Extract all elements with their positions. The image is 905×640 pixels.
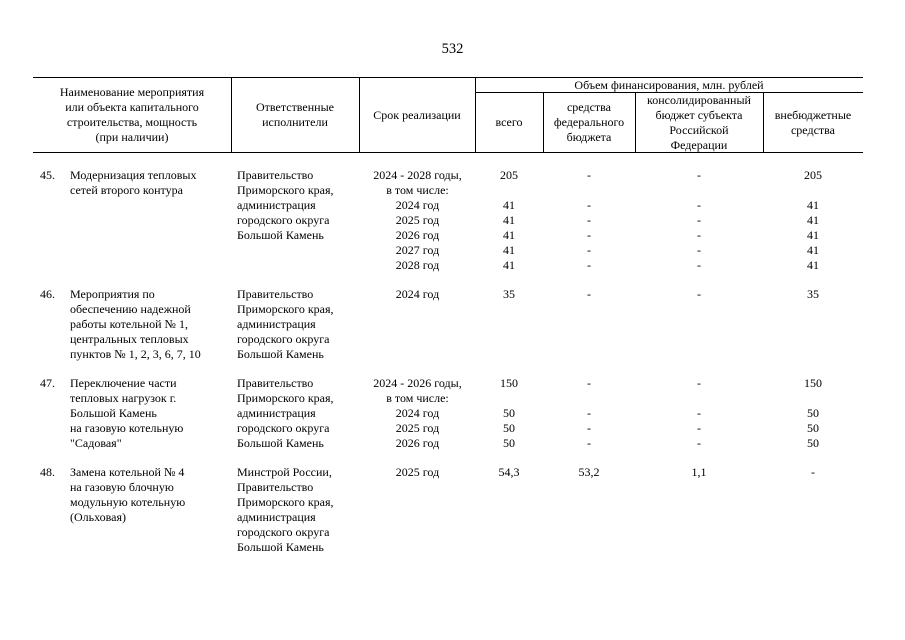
total-value: [475, 391, 543, 406]
row-number: 46.: [40, 287, 55, 301]
period-line: 2026 год: [395, 436, 440, 450]
total-value: 50: [503, 421, 515, 435]
row-extrabudget-values: [763, 376, 863, 451]
period-line: 2025 год: [395, 213, 440, 227]
extrabudget-value: -: [811, 465, 815, 479]
consolidated-value: [635, 391, 763, 406]
consolidated-value: -: [697, 243, 701, 257]
consolidated-value: -: [697, 258, 701, 272]
header-consolidated-column: консолидированный бюджет субъекта Российской Федерации: [647, 92, 751, 152]
header-federal-column: средства федерального бюджета: [553, 100, 625, 144]
row-number: 48.: [40, 465, 55, 479]
period-line: 2024 - 2026 годы,: [373, 376, 462, 390]
total-value: 35: [503, 287, 515, 301]
header-period-column: Срок реализации: [373, 107, 461, 122]
consolidated-value: -: [697, 376, 701, 390]
period-line: 2024 - 2028 годы,: [373, 168, 462, 182]
row-measure-name: Замена котельной № 4 на газовую блочную модульную котельную (Ольховая): [70, 465, 186, 524]
period-line: 2024 год: [395, 406, 440, 420]
federal-value: -: [587, 258, 591, 272]
period-line: в том числе:: [386, 183, 449, 197]
row-consolidated-values: [635, 168, 763, 273]
period-line: 2028 год: [395, 258, 440, 272]
page-number: 532: [441, 41, 464, 57]
row-federal-values: [543, 168, 635, 273]
federal-value: [543, 391, 635, 406]
federal-value: -: [587, 287, 591, 301]
period-line: 2025 год: [395, 465, 440, 479]
row-number: 45.: [40, 168, 55, 182]
federal-value: -: [587, 168, 591, 182]
row-extrabudget-values: [763, 168, 863, 273]
row-period: [360, 287, 475, 302]
extrabudget-value: 41: [807, 213, 819, 227]
federal-value: [543, 183, 635, 198]
consolidated-value: -: [697, 406, 701, 420]
total-value: 41: [503, 213, 515, 227]
extrabudget-value: 50: [807, 406, 819, 420]
row-period: [360, 168, 475, 273]
row-measure-name: Мероприятия по обеспечению надежной работы котельной № 1, центральных тепловых пунктов № 1, 2, 3, 6, 7, 10: [70, 287, 201, 361]
total-value: 41: [503, 243, 515, 257]
extrabudget-value: 150: [804, 376, 822, 390]
total-value: 205: [500, 168, 518, 182]
total-value: 54,3: [498, 465, 520, 479]
period-line: 2024 год: [395, 287, 440, 301]
extrabudget-value: 41: [807, 243, 819, 257]
row-number: 47.: [40, 376, 55, 390]
consolidated-value: -: [697, 168, 701, 182]
total-value: 150: [500, 376, 518, 390]
extrabudget-value: 41: [807, 228, 819, 242]
extrabudget-value: 35: [807, 287, 819, 301]
federal-value: -: [587, 421, 591, 435]
extrabudget-value: 41: [807, 258, 819, 272]
row-executors: Правительство Приморского края, администрация городского округа Большой Камень: [237, 287, 334, 361]
total-value: 50: [503, 406, 515, 420]
period-line: 2025 год: [395, 421, 440, 435]
total-value: 41: [503, 258, 515, 272]
federal-value: -: [587, 376, 591, 390]
period-line: 2027 год: [395, 243, 440, 257]
extrabudget-value: [763, 183, 863, 198]
consolidated-value: 1,1: [691, 465, 707, 479]
period-line: в том числе:: [386, 391, 449, 405]
total-value: 50: [503, 436, 515, 450]
federal-value: -: [587, 243, 591, 257]
row-federal-values: [543, 376, 635, 451]
federal-value: -: [587, 406, 591, 420]
header-total-column: всего: [495, 115, 523, 129]
total-value: 41: [503, 198, 515, 212]
row-measure-name: Модернизация тепловых сетей второго контура: [70, 168, 197, 197]
consolidated-value: -: [697, 213, 701, 227]
federal-value: -: [587, 213, 591, 227]
extrabudget-value: 41: [807, 198, 819, 212]
extrabudget-value: 205: [804, 168, 822, 182]
period-line: 2026 год: [395, 228, 440, 242]
extrabudget-value: [763, 391, 863, 406]
consolidated-value: -: [697, 198, 701, 212]
consolidated-value: -: [697, 421, 701, 435]
row-period: [360, 376, 475, 451]
federal-value: -: [587, 436, 591, 450]
total-value: [475, 183, 543, 198]
header-executors-column: Ответственные исполнители: [256, 100, 334, 129]
row-measure-name: Переключение части тепловых нагрузок г. Большой Камень на газовую котельную "Садовая": [70, 376, 184, 450]
header-name-column: Наименование мероприятия или объекта капитального строительства, мощность (при наличии): [59, 85, 205, 144]
header-funding-group: Объем финансирования, млн. рублей: [574, 77, 764, 92]
row-consolidated-values: [635, 376, 763, 451]
consolidated-value: -: [697, 287, 701, 301]
extrabudget-value: 50: [807, 421, 819, 435]
row-executors: Правительство Приморского края, администрация городского округа Большой Камень: [237, 168, 334, 242]
consolidated-value: -: [697, 228, 701, 242]
extrabudget-value: 50: [807, 436, 819, 450]
row-executors: Минстрой России, Правительство Приморского края, администрация городского округа Большой Камень: [237, 465, 334, 554]
header-extrabudget-column: внебюджетные средства: [774, 107, 852, 137]
federal-value: -: [587, 198, 591, 212]
consolidated-value: -: [697, 436, 701, 450]
consolidated-value: [635, 183, 763, 198]
period-line: 2024 год: [395, 198, 440, 212]
total-value: 41: [503, 228, 515, 242]
row-total-values: [475, 168, 543, 273]
row-period: [360, 465, 475, 480]
federal-value: 53,2: [578, 465, 600, 479]
row-executors: Правительство Приморского края, администрация городского округа Большой Камень: [237, 376, 334, 450]
row-total-values: [475, 376, 543, 451]
federal-value: -: [587, 228, 591, 242]
